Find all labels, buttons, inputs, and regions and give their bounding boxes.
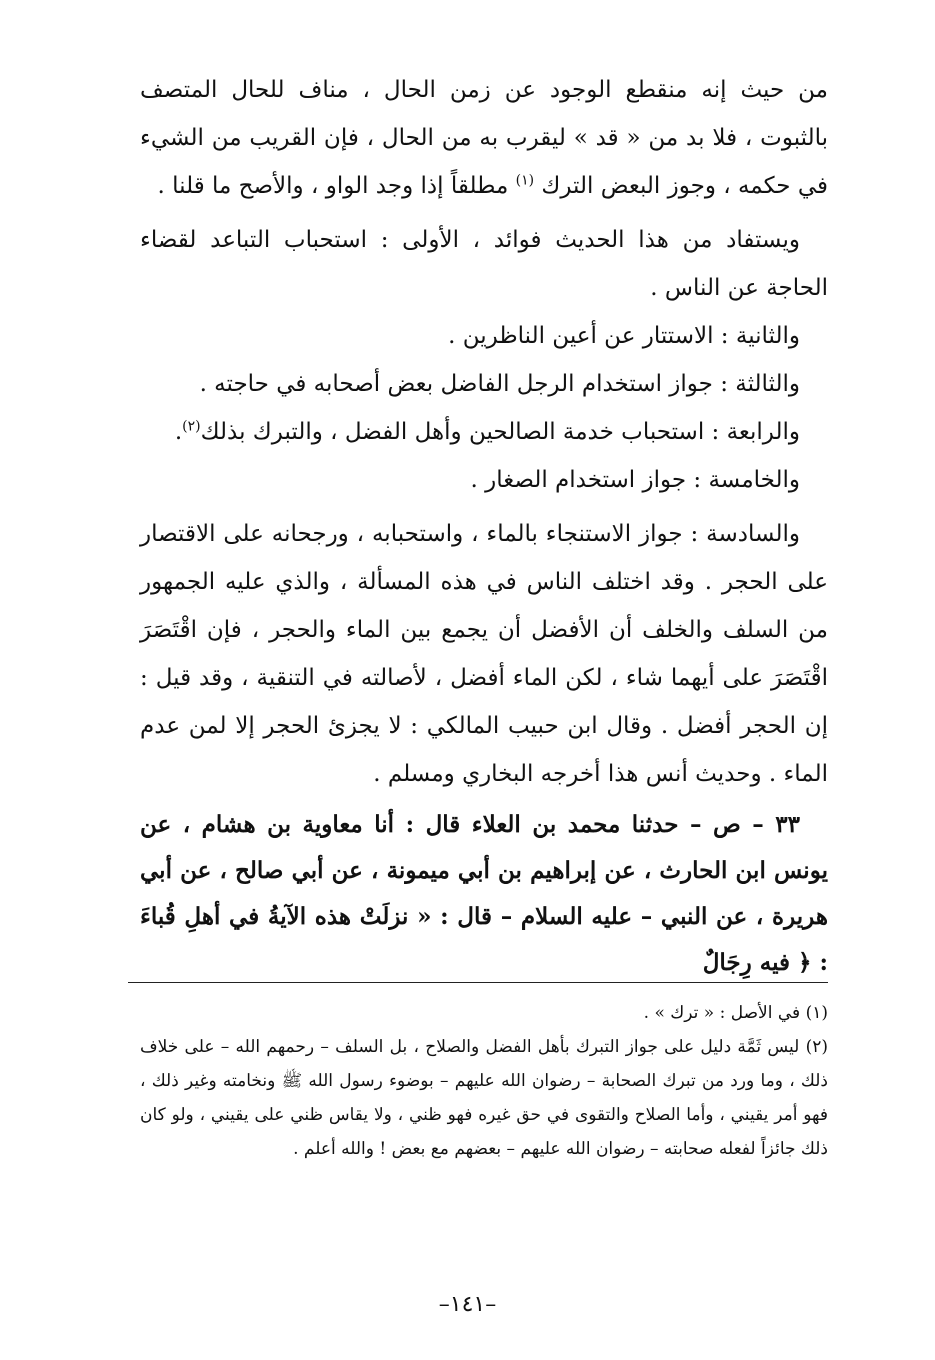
paragraph-text-continued: . [174,419,183,445]
paragraph-text: والرابعة : استحباب خدمة الصالحين وأهل الفضل ، والتبرك بذلك [200,419,800,445]
main-text [140,66,828,986]
paragraph-benefit-3: والثالثة : جواز استخدام الرجل الفاضل بعض أصحابه في حاجته . [199,371,800,397]
footnote-divider [128,982,828,983]
paragraph-1 [140,66,828,210]
paragraph-benefits-intro: ويستفاد من هذا الحديث فوائد ، الأولى : استحباب التباعد لقضاء الحاجة عن الناس . [140,227,828,301]
paragraph-benefit-2: والثانية : الاستتار عن أعين الناظرين . [448,323,800,349]
footnote-marker: (١) [515,172,535,189]
footnotes [140,996,828,1166]
paragraph-text-continued: مطلقاً إذا وجد الواو ، والأصح ما قلنا . [157,173,509,199]
paragraph-benefit-5: والخامسة : جواز استخدام الصغار . [470,467,800,493]
footnote-2: (٢) ليس ثَمَّة دليل على جواز التبرك بأهل الفضل والصلاح ، بل السلف – رحمهم الله – على خلاف ذلك ، وما ورد من تبرك الصحابة – رضوان الله عليهم – بوضوء رسول الله ﷺ ونخامته وغير ذلك ، فهو أمر يقيني ، وأما الصلاح والتقوى في حق غيره فهو ظني ، ولا يقاس ظني على يقيني ، ولو كان ذلك جائزاً لفعله صحابته – رضوان الله عليهم – بعضهم مع بعض ! والله أعلم . [140,1037,828,1159]
page-number: –١٤١– [438,1292,497,1317]
paragraph-benefit-6: والسادسة : جواز الاستنجاء بالماء ، واستحبابه ، ورجحانه على الاقتصار على الحجر . وقد اختلف الناس في هذه المسألة ، والذي عليه الجمهور من السلف والخلف أن الأفضل أن يجمع بين الماء والحجر ، فإن اقْتَصَرَ اقْتَصَرَ على أيهما شاء ، لكن الماء أفضل ، لأصالته في التنقية ، وقد قيل : إن الحجر أفضل . وقال ابن حبيب المالكي : لا يجزئ الحجر إلا لمن عدم الماء . وحديث أنس هذا أخرجه البخاري ومسلم . [140,521,828,787]
hadith-text: ٣٣ – ص – حدثنا محمد بن العلاء قال : أنا معاوية بن هشام ، عن يونس ابن الحارث ، عن إبراهيم بن أبي ميمونة ، عن أبي صالح ، عن أبي هريرة ، عن النبي – عليه السلام – قال : « نزلَتْ هذه الآيةُ في أهلِ قُباءَ : ﴿ فيه رِجَالٌ [140,811,828,976]
paragraph-text: من حيث إنه منقطع الوجود عن زمن الحال ، مناف للحال المتصف بالثبوت ، فلا بد من « قد » ليقرب به من الحال ، فإن القريب من الشيء في حكمه ، وجوز البعض الترك [140,77,828,199]
paragraph-benefit-4 [140,408,828,456]
footnote-marker: (٢) [182,418,201,435]
footnote-1: (١) في الأصل : « ترك » . [643,1003,828,1023]
